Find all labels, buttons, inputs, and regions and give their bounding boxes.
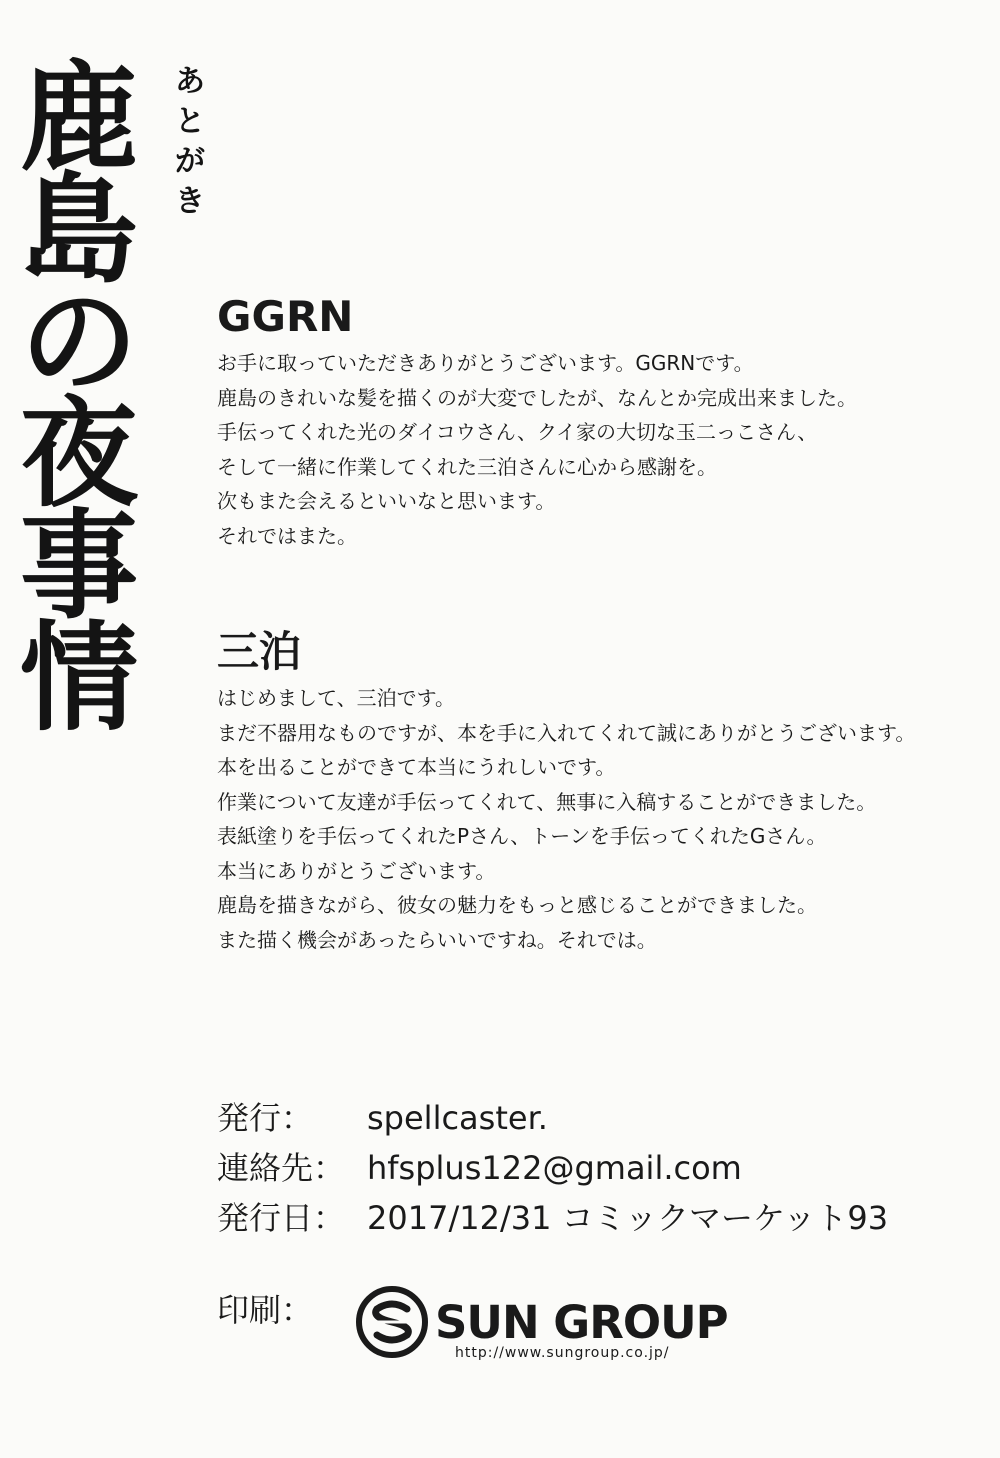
afterword-heading — [170, 62, 210, 222]
title-char: 情 — [19, 608, 138, 747]
text-line: 鹿島を描きながら、彼女の魅力をもっと感じることができました。 — [217, 893, 817, 917]
colophon-label: 発行日： — [217, 1199, 346, 1237]
title-char: 鹿 — [19, 48, 138, 187]
subtitle-char: あ — [175, 64, 205, 99]
sun-group-mark-icon — [355, 1285, 429, 1359]
subtitle-char: き — [175, 184, 205, 219]
book-title — [14, 48, 144, 747]
text-line: はじめまして、三泊です。 — [217, 686, 455, 710]
subtitle-char: が — [175, 144, 205, 179]
colophon-value: 2017/12/31 コミックマーケット93 — [367, 1199, 889, 1237]
text-line: 次もまた会えるといいなと思います。 — [217, 489, 556, 513]
printer-label: 印刷： — [217, 1291, 314, 1329]
text-line: 手伝ってくれた光のダイコウさん、クイ家の大切な玉二っこさん、 — [217, 420, 818, 444]
colophon — [217, 1093, 888, 1243]
text-line: 本当にありがとうございます。 — [217, 858, 496, 883]
printer-logo-text: SUN GROUP — [435, 1295, 728, 1349]
text-line: お手に取っていただきありがとうございます。GGRNです。 — [217, 351, 754, 375]
title-char: 事 — [19, 496, 138, 635]
text-line: それではまた。 — [217, 523, 357, 548]
text-line: そして一緒に作業してくれた三泊さんに心から感謝を。 — [217, 454, 717, 479]
text-line: 鹿島のきれいな髪を描くのが大変でしたが、なんとか完成出来ました。 — [217, 385, 857, 410]
author-name: 三泊 — [217, 627, 302, 676]
colophon-label: 発行： — [217, 1099, 314, 1137]
text-line: まだ不器用なものですが、本を手に入れてくれて誠にありがとうございます。 — [217, 720, 916, 745]
colophon-row-publisher — [217, 1093, 888, 1143]
colophon-row-contact — [217, 1143, 888, 1193]
afterword-sanpaku — [217, 627, 915, 957]
text-line: 作業について友達が手伝ってくれて、無事に入稿することができました。 — [217, 789, 877, 814]
text-line: 本を出ることができて本当にうれしいです。 — [217, 755, 616, 779]
text-line: また描く機会があったらいいですね。それでは。 — [217, 927, 657, 952]
author-name: GGRN — [217, 292, 354, 341]
title-char: 島 — [19, 160, 138, 299]
colophon-value: spellcaster. — [367, 1099, 548, 1137]
subtitle-char: と — [175, 104, 205, 139]
printer-url: http://www.sungroup.co.jp/ — [455, 1345, 670, 1361]
colophon-value: hfsplus122@gmail.com — [367, 1149, 742, 1187]
sun-group-logo — [355, 1285, 728, 1361]
colophon-row-date — [217, 1193, 888, 1243]
title-char: 夜 — [19, 384, 138, 523]
colophon-label: 連絡先： — [217, 1149, 346, 1187]
printer-row — [217, 1285, 728, 1361]
title-char: の — [19, 272, 138, 411]
text-line: 表紙塗りを手伝ってくれたPさん、トーンを手伝ってくれたGさん。 — [217, 824, 827, 848]
afterword-ggrn — [217, 292, 857, 553]
